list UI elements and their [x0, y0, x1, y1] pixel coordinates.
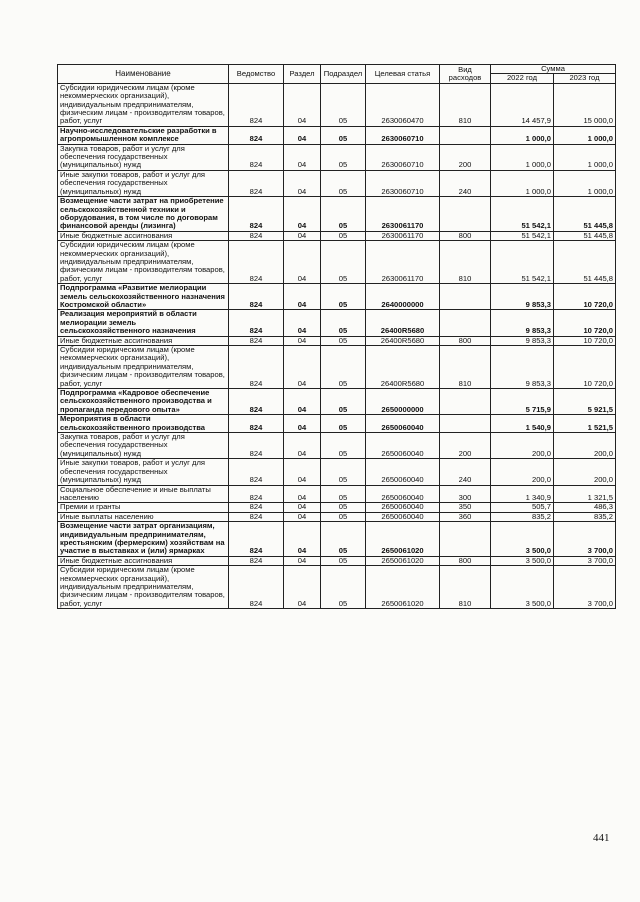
- header-2023: 2023 год: [554, 74, 616, 83]
- table-row: [58, 512, 616, 521]
- cell-sum-2022: 5 715,9: [491, 389, 554, 415]
- cell-podrazdel: 05: [321, 566, 366, 609]
- cell-vid: [440, 126, 491, 144]
- header-name: Наименование: [58, 65, 229, 84]
- cell-vid: 810: [440, 566, 491, 609]
- cell-sum-2022: 1 000,0: [491, 144, 554, 170]
- table-row: [58, 336, 616, 345]
- cell-vedomstvo: 824: [229, 284, 284, 310]
- cell-podrazdel: 05: [321, 512, 366, 521]
- cell-vid: [440, 284, 491, 310]
- cell-vedomstvo: 824: [229, 503, 284, 512]
- cell-podrazdel: 05: [321, 310, 366, 336]
- cell-vid: 300: [440, 485, 491, 503]
- cell-sum-2022: 1 000,0: [491, 170, 554, 196]
- cell-razdel: 04: [284, 310, 321, 336]
- table-row: [58, 415, 616, 433]
- header-vedomstvo: Ведомство: [229, 65, 284, 84]
- cell-razdel: 04: [284, 459, 321, 485]
- cell-podrazdel: 05: [321, 126, 366, 144]
- table-row: [58, 231, 616, 240]
- cell-sum-2022: 51 542,1: [491, 231, 554, 240]
- cell-vid: 810: [440, 241, 491, 284]
- cell-sum-2023: 10 720,0: [554, 310, 616, 336]
- cell-vid: 240: [440, 459, 491, 485]
- header-2022: 2022 год: [491, 74, 554, 83]
- cell-vedomstvo: 824: [229, 512, 284, 521]
- cell-name: Мероприятия в области сельскохозяйственного производства: [58, 415, 229, 433]
- cell-target: 2640000000: [366, 284, 440, 310]
- cell-sum-2022: 200,0: [491, 459, 554, 485]
- table-row: [58, 310, 616, 336]
- cell-podrazdel: 05: [321, 459, 366, 485]
- cell-razdel: 04: [284, 415, 321, 433]
- cell-sum-2022: 51 542,1: [491, 241, 554, 284]
- cell-sum-2023: 3 700,0: [554, 566, 616, 609]
- cell-name: Научно-исследовательские разработки в агропромышленном комплексе: [58, 126, 229, 144]
- cell-vedomstvo: 824: [229, 144, 284, 170]
- cell-sum-2022: 9 853,3: [491, 310, 554, 336]
- cell-razdel: 04: [284, 170, 321, 196]
- cell-podrazdel: 05: [321, 284, 366, 310]
- cell-vid: 200: [440, 433, 491, 459]
- cell-vedomstvo: 824: [229, 170, 284, 196]
- cell-target: 2630060710: [366, 170, 440, 196]
- cell-sum-2022: 51 542,1: [491, 197, 554, 232]
- cell-vid: 360: [440, 512, 491, 521]
- cell-sum-2022: 1 340,9: [491, 485, 554, 503]
- cell-podrazdel: 05: [321, 556, 366, 565]
- cell-razdel: 04: [284, 522, 321, 557]
- cell-sum-2023: 1 521,5: [554, 415, 616, 433]
- table-row: [58, 284, 616, 310]
- header-target: Целевая статья: [366, 65, 440, 84]
- cell-razdel: 04: [284, 503, 321, 512]
- cell-razdel: 04: [284, 231, 321, 240]
- cell-name: Социальное обеспечение и иные выплаты населению: [58, 485, 229, 503]
- cell-name: Иные бюджетные ассигнования: [58, 556, 229, 565]
- cell-sum-2023: 51 445,8: [554, 241, 616, 284]
- cell-name: Иные бюджетные ассигнования: [58, 231, 229, 240]
- cell-podrazdel: 05: [321, 415, 366, 433]
- cell-vid: [440, 415, 491, 433]
- cell-target: 2630060470: [366, 83, 440, 126]
- cell-vedomstvo: 824: [229, 485, 284, 503]
- cell-razdel: 04: [284, 433, 321, 459]
- cell-target: 2630061170: [366, 241, 440, 284]
- cell-sum-2023: 1 000,0: [554, 144, 616, 170]
- cell-vid: 240: [440, 170, 491, 196]
- table-row: [58, 485, 616, 503]
- cell-vedomstvo: 824: [229, 83, 284, 126]
- cell-razdel: 04: [284, 485, 321, 503]
- cell-podrazdel: 05: [321, 336, 366, 345]
- cell-target: 2630060710: [366, 126, 440, 144]
- cell-vedomstvo: 824: [229, 433, 284, 459]
- cell-name: Подпрограмма «Кадровое обеспечение сельскохозяйственного производства и пропаганда передового опыта»: [58, 389, 229, 415]
- cell-razdel: 04: [284, 284, 321, 310]
- cell-sum-2022: 3 500,0: [491, 556, 554, 565]
- cell-target: 26400R5680: [366, 346, 440, 389]
- cell-sum-2023: 3 700,0: [554, 522, 616, 557]
- page-number: 441: [593, 832, 610, 844]
- cell-razdel: 04: [284, 556, 321, 565]
- cell-sum-2023: 10 720,0: [554, 346, 616, 389]
- cell-sum-2023: 200,0: [554, 459, 616, 485]
- cell-name: Иные закупки товаров, работ и услуг для обеспечения государственных (муниципальных) нужд: [58, 459, 229, 485]
- cell-name: Субсидии юридическим лицам (кроме некоммерческих организаций), индивидуальным предпринимателям, физическим лицам - производителям товаров, работ, услуг: [58, 566, 229, 609]
- table-row: [58, 144, 616, 170]
- table-body: [58, 83, 616, 608]
- cell-podrazdel: 05: [321, 433, 366, 459]
- cell-sum-2023: 1 321,5: [554, 485, 616, 503]
- cell-vedomstvo: 824: [229, 556, 284, 565]
- cell-vedomstvo: 824: [229, 241, 284, 284]
- table-row: [58, 433, 616, 459]
- cell-vid: 200: [440, 144, 491, 170]
- cell-sum-2022: 9 853,3: [491, 336, 554, 345]
- cell-name: Закупка товаров, работ и услуг для обеспечения государственных (муниципальных) нужд: [58, 144, 229, 170]
- table-row: [58, 459, 616, 485]
- cell-vedomstvo: 824: [229, 459, 284, 485]
- cell-sum-2023: 5 921,5: [554, 389, 616, 415]
- header-razdel: Раздел: [284, 65, 321, 84]
- cell-podrazdel: 05: [321, 503, 366, 512]
- cell-vedomstvo: 824: [229, 522, 284, 557]
- cell-name: Премии и гранты: [58, 503, 229, 512]
- cell-podrazdel: 05: [321, 389, 366, 415]
- cell-sum-2022: 9 853,3: [491, 284, 554, 310]
- cell-podrazdel: 05: [321, 522, 366, 557]
- cell-podrazdel: 05: [321, 485, 366, 503]
- cell-podrazdel: 05: [321, 83, 366, 126]
- cell-name: Возмещение части затрат на приобретение сельскохозяйственной техники и оборудования, в том числе по договорам финансовой аренды (лизинга): [58, 197, 229, 232]
- cell-target: 2650060040: [366, 433, 440, 459]
- cell-sum-2023: 10 720,0: [554, 336, 616, 345]
- cell-vedomstvo: 824: [229, 310, 284, 336]
- table-row: [58, 197, 616, 232]
- cell-vedomstvo: 824: [229, 197, 284, 232]
- cell-name: Закупка товаров, работ и услуг для обеспечения государственных (муниципальных) нужд: [58, 433, 229, 459]
- cell-razdel: 04: [284, 512, 321, 521]
- table-row: [58, 126, 616, 144]
- cell-sum-2022: 200,0: [491, 433, 554, 459]
- cell-razdel: 04: [284, 336, 321, 345]
- cell-vedomstvo: 824: [229, 566, 284, 609]
- cell-sum-2023: 1 000,0: [554, 126, 616, 144]
- cell-name: Субсидии юридическим лицам (кроме некоммерческих организаций), индивидуальным предпринимателям, физическим лицам - производителям товаров, работ, услуг: [58, 346, 229, 389]
- table-row: [58, 503, 616, 512]
- table-row: [58, 556, 616, 565]
- cell-name: Подпрограмма «Развитие мелиорации земель сельскохозяйственного назначения Костромской области»: [58, 284, 229, 310]
- cell-sum-2023: 486,3: [554, 503, 616, 512]
- cell-vid: [440, 197, 491, 232]
- cell-target: 2630061170: [366, 197, 440, 232]
- cell-sum-2023: 200,0: [554, 433, 616, 459]
- cell-vid: [440, 389, 491, 415]
- cell-vid: 810: [440, 83, 491, 126]
- cell-sum-2022: 1 540,9: [491, 415, 554, 433]
- cell-name: Субсидии юридическим лицам (кроме некоммерческих организаций), индивидуальным предпринимателям, физическим лицам - производителям товаров, работ, услуг: [58, 83, 229, 126]
- cell-vid: 350: [440, 503, 491, 512]
- cell-sum-2022: 505,7: [491, 503, 554, 512]
- cell-target: 2630061170: [366, 231, 440, 240]
- cell-vid: [440, 310, 491, 336]
- cell-name: Реализация мероприятий в области мелиорации земель сельскохозяйственного назначения: [58, 310, 229, 336]
- table-row: [58, 83, 616, 126]
- cell-target: 26400R5680: [366, 310, 440, 336]
- cell-razdel: 04: [284, 126, 321, 144]
- cell-target: 2650060040: [366, 459, 440, 485]
- header-summa: Сумма: [491, 65, 616, 74]
- cell-name: Возмещение части затрат организациям, индивидуальным предпринимателям, крестьянским (фермерским) хозяйствам на участие в выставках и (или) ярмарках: [58, 522, 229, 557]
- cell-razdel: 04: [284, 346, 321, 389]
- header-vid: Вид расходов: [440, 65, 491, 84]
- cell-sum-2022: 3 500,0: [491, 566, 554, 609]
- table-row: [58, 346, 616, 389]
- cell-sum-2023: 10 720,0: [554, 284, 616, 310]
- cell-vid: 800: [440, 556, 491, 565]
- budget-table: [57, 64, 616, 609]
- cell-target: 26400R5680: [366, 336, 440, 345]
- cell-target: 2630060710: [366, 144, 440, 170]
- cell-name: Субсидии юридическим лицам (кроме некоммерческих организаций), индивидуальным предпринимателям, физическим лицам - производителям товаров, работ, услуг: [58, 241, 229, 284]
- cell-target: 2650061020: [366, 566, 440, 609]
- cell-vedomstvo: 824: [229, 346, 284, 389]
- cell-razdel: 04: [284, 566, 321, 609]
- cell-vedomstvo: 824: [229, 231, 284, 240]
- cell-vedomstvo: 824: [229, 389, 284, 415]
- cell-vid: [440, 522, 491, 557]
- table-row: [58, 522, 616, 557]
- cell-podrazdel: 05: [321, 346, 366, 389]
- cell-sum-2023: 15 000,0: [554, 83, 616, 126]
- cell-name: Иные выплаты населению: [58, 512, 229, 521]
- cell-vedomstvo: 824: [229, 415, 284, 433]
- table-header: [58, 65, 616, 84]
- cell-name: Иные бюджетные ассигнования: [58, 336, 229, 345]
- table-row: [58, 389, 616, 415]
- cell-razdel: 04: [284, 83, 321, 126]
- table-row: [58, 241, 616, 284]
- cell-sum-2022: 14 457,9: [491, 83, 554, 126]
- cell-sum-2022: 835,2: [491, 512, 554, 521]
- cell-sum-2022: 9 853,3: [491, 346, 554, 389]
- cell-podrazdel: 05: [321, 197, 366, 232]
- table-row: [58, 566, 616, 609]
- header-podrazdel: Подраздел: [321, 65, 366, 84]
- cell-vedomstvo: 824: [229, 126, 284, 144]
- cell-sum-2023: 51 445,8: [554, 197, 616, 232]
- cell-target: 2650061020: [366, 522, 440, 557]
- cell-sum-2023: 1 000,0: [554, 170, 616, 196]
- cell-target: 2650060040: [366, 512, 440, 521]
- cell-sum-2022: 3 500,0: [491, 522, 554, 557]
- cell-sum-2023: 835,2: [554, 512, 616, 521]
- cell-name: Иные закупки товаров, работ и услуг для обеспечения государственных (муниципальных) нужд: [58, 170, 229, 196]
- cell-vid: 800: [440, 231, 491, 240]
- cell-podrazdel: 05: [321, 144, 366, 170]
- cell-sum-2023: 51 445,8: [554, 231, 616, 240]
- cell-target: 2650061020: [366, 556, 440, 565]
- cell-target: 2650060040: [366, 415, 440, 433]
- cell-podrazdel: 05: [321, 241, 366, 284]
- cell-vedomstvo: 824: [229, 336, 284, 345]
- cell-target: 2650060040: [366, 485, 440, 503]
- cell-target: 2650000000: [366, 389, 440, 415]
- cell-vid: 800: [440, 336, 491, 345]
- cell-razdel: 04: [284, 389, 321, 415]
- cell-razdel: 04: [284, 144, 321, 170]
- cell-target: 2650060040: [366, 503, 440, 512]
- cell-podrazdel: 05: [321, 170, 366, 196]
- cell-podrazdel: 05: [321, 231, 366, 240]
- cell-vid: 810: [440, 346, 491, 389]
- cell-razdel: 04: [284, 197, 321, 232]
- table-row: [58, 170, 616, 196]
- cell-sum-2023: 3 700,0: [554, 556, 616, 565]
- cell-razdel: 04: [284, 241, 321, 284]
- cell-sum-2022: 1 000,0: [491, 126, 554, 144]
